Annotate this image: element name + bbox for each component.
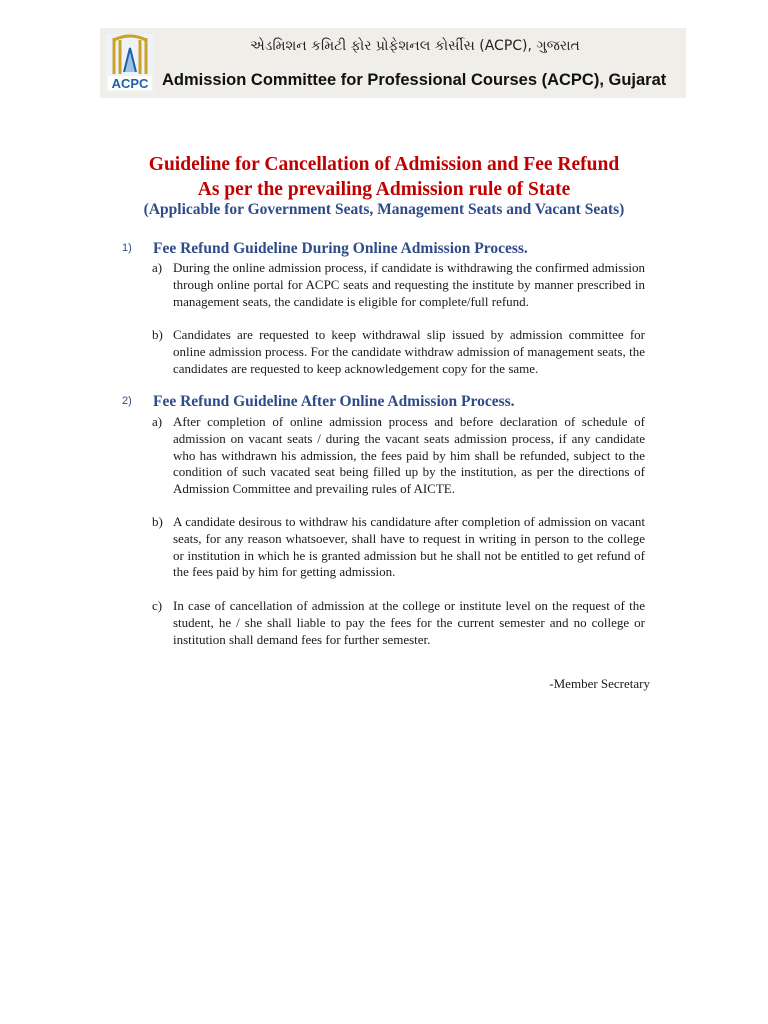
- section-number: 1): [122, 242, 132, 254]
- section-number: 2): [122, 395, 132, 407]
- item-text: After completion of online admission process and before declaration of schedule of admission on vacant seats / during the vacant seats admission process, if any candidate who has withdrawn his admission, the fees paid by him shall be refunded, subject to the condition of such vacated seat being filled up by the institution, as per the directions of Admission Committee and prevailing rules of AICTE.: [173, 414, 645, 497]
- item-letter: a): [152, 414, 163, 429]
- item-text: Candidates are requested to keep withdrawal slip issued by admission committee for online admission process. For the candidate withdraw admission of management seats, the candidates are requested to keep acknowledgement copy for the same.: [173, 327, 645, 376]
- english-header-title: Admission Committee for Professional Courses (ACPC), Gujarat: [162, 71, 667, 89]
- item-text: During the online admission process, if candidate is withdrawing the confirmed admission through online portal for ACPC seats and requesting the institute by manner prescribed in management seats, the candidate is eligible for complete/full refund.: [173, 260, 645, 309]
- signature: -Member Secretary: [549, 676, 650, 691]
- document-title-line-1: Guideline for Cancellation of Admission and Fee Refund: [148, 154, 620, 175]
- section-title: Fee Refund Guideline After Online Admission Process.: [153, 393, 515, 410]
- gujarati-header-title: એડમિશન કમિટી ફોર પ્રોફેશનલ કોર્સીસ (ACPC), ગુજરાત: [250, 38, 580, 54]
- section-title: Fee Refund Guideline During Online Admission Process.: [153, 240, 528, 257]
- item-letter: c): [152, 598, 163, 613]
- acpc-logo: [106, 34, 154, 92]
- document-title-line-2: As per the prevailing Admission rule of State: [197, 179, 571, 200]
- item-letter: a): [152, 260, 163, 275]
- letterhead: [100, 28, 686, 98]
- item-letter: b): [152, 514, 163, 529]
- item-text: In case of cancellation of admission at the college or institute level on the request of the student, he / she shall liable to pay the fees for the current semester and no college or institution shall demand fees for further semester.: [173, 598, 645, 647]
- item-text: A candidate desirous to withdraw his candidature after completion of admission on vacant seats, for any reason whatsoever, shall have to request in writing in person to the college or institution in which he is granted admission but he shall not be entitled to get refund of the fees paid by him for getting admission.: [173, 514, 645, 580]
- svg-text:ACPC: ACPC: [111, 76, 149, 91]
- document-subtitle: (Applicable for Government Seats, Management Seats and Vacant Seats): [143, 201, 625, 218]
- item-letter: b): [152, 327, 163, 342]
